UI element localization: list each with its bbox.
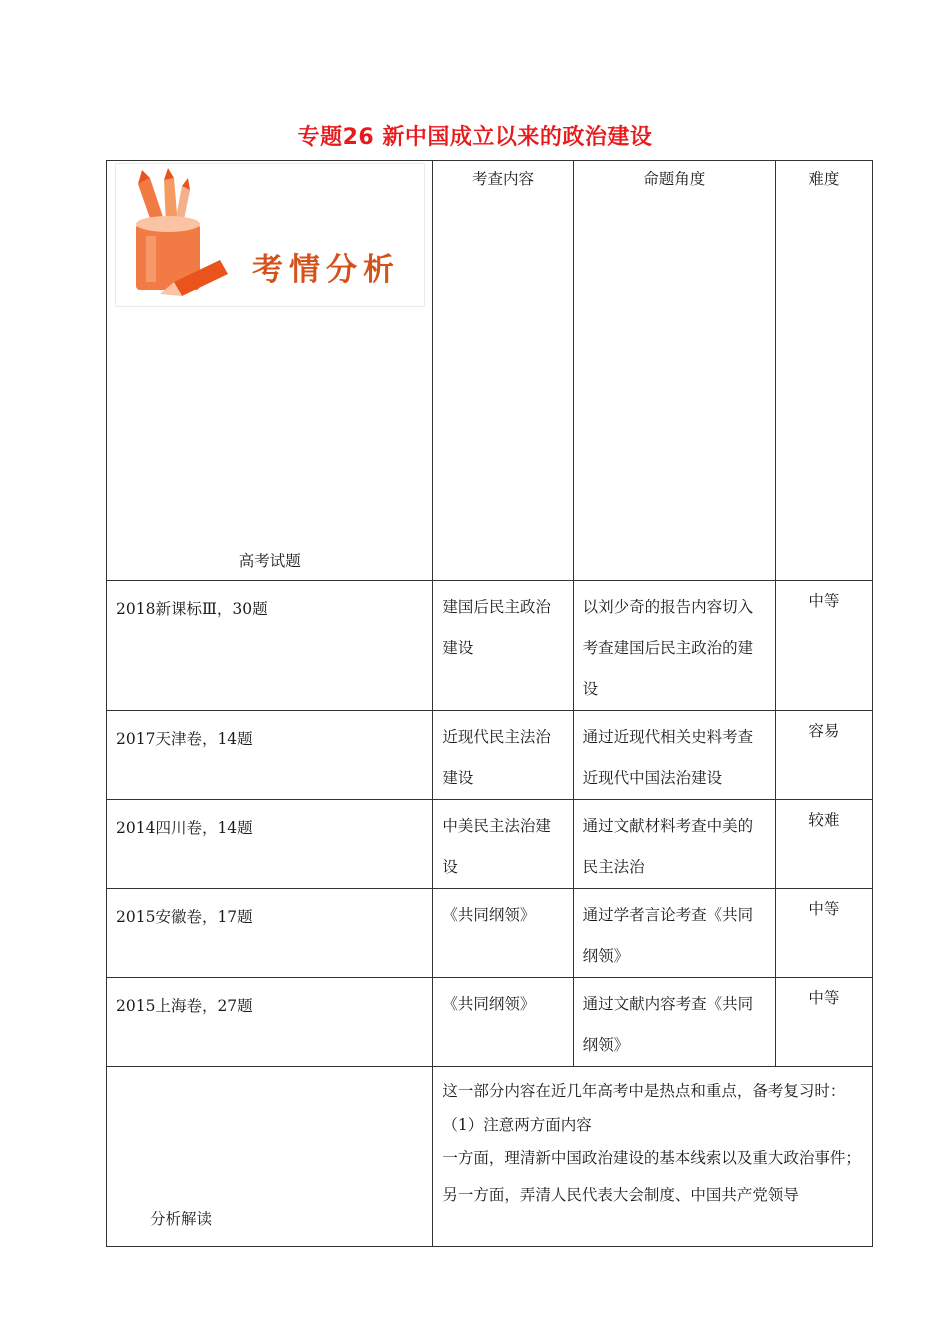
logo-header-cell <box>107 161 433 581</box>
table-row <box>107 800 873 889</box>
table-row <box>107 978 873 1067</box>
exam-cell: 2018新课标Ⅲ，30题 <box>107 581 433 711</box>
difficulty-cell: 中等 <box>775 581 872 711</box>
logo-text: 考情分析 <box>252 252 400 288</box>
content-cell: 《共同纲领》 <box>433 978 573 1067</box>
angle-cell: 通过文献内容考查《共同纲领》 <box>573 978 775 1067</box>
exam-cell: 2017天津卷，14题 <box>107 711 433 800</box>
header-content: 考查内容 <box>433 161 573 581</box>
difficulty-cell: 中等 <box>775 978 872 1067</box>
page-title: 专题26 新中国成立以来的政治建设 <box>297 125 653 150</box>
analysis-heading: （1）注意两方面内容 <box>442 1116 592 1134</box>
exam-cell: 2015上海卷，27题 <box>107 978 433 1067</box>
content-cell: 建国后民主政治建设 <box>433 581 573 711</box>
header-angle: 命题角度 <box>573 161 775 581</box>
exam-analysis-table <box>106 160 873 1247</box>
analysis-label-cell <box>107 1067 433 1247</box>
analysis-paragraph: 一方面，理清新中国政治建设的基本线索以及重大政治事件；另一方面，弄清人民代表大会制度、中国共产党领导 <box>442 1149 861 1204</box>
header-exam: 高考试题 <box>238 552 301 570</box>
analysis-paragraph: 这一部分内容在近几年高考中是热点和重点，备考复习时： <box>442 1082 846 1100</box>
kaoqing-logo <box>115 163 425 307</box>
analysis-label: 分析解读 <box>150 1210 213 1228</box>
content-cell: 《共同纲领》 <box>433 889 573 978</box>
angle-cell: 以刘少奇的报告内容切入考查建国后民主政治的建设 <box>573 581 775 711</box>
difficulty-cell: 较难 <box>775 800 872 889</box>
content-cell: 中美民主法治建设 <box>433 800 573 889</box>
header-difficulty: 难度 <box>775 161 872 581</box>
difficulty-cell: 容易 <box>775 711 872 800</box>
table-row <box>107 581 873 711</box>
exam-cell: 2014四川卷，14题 <box>107 800 433 889</box>
angle-cell: 通过文献材料考查中美的民主法治 <box>573 800 775 889</box>
angle-cell: 通过近现代相关史料考查近现代中国法治建设 <box>573 711 775 800</box>
table-row <box>107 889 873 978</box>
analysis-row <box>107 1067 873 1247</box>
difficulty-cell: 中等 <box>775 889 872 978</box>
content-cell: 近现代民主法治建设 <box>433 711 573 800</box>
angle-cell: 通过学者言论考查《共同纲领》 <box>573 889 775 978</box>
analysis-cell <box>433 1067 873 1247</box>
table-row <box>107 711 873 800</box>
exam-cell: 2015安徽卷，17题 <box>107 889 433 978</box>
header-row <box>107 161 873 581</box>
